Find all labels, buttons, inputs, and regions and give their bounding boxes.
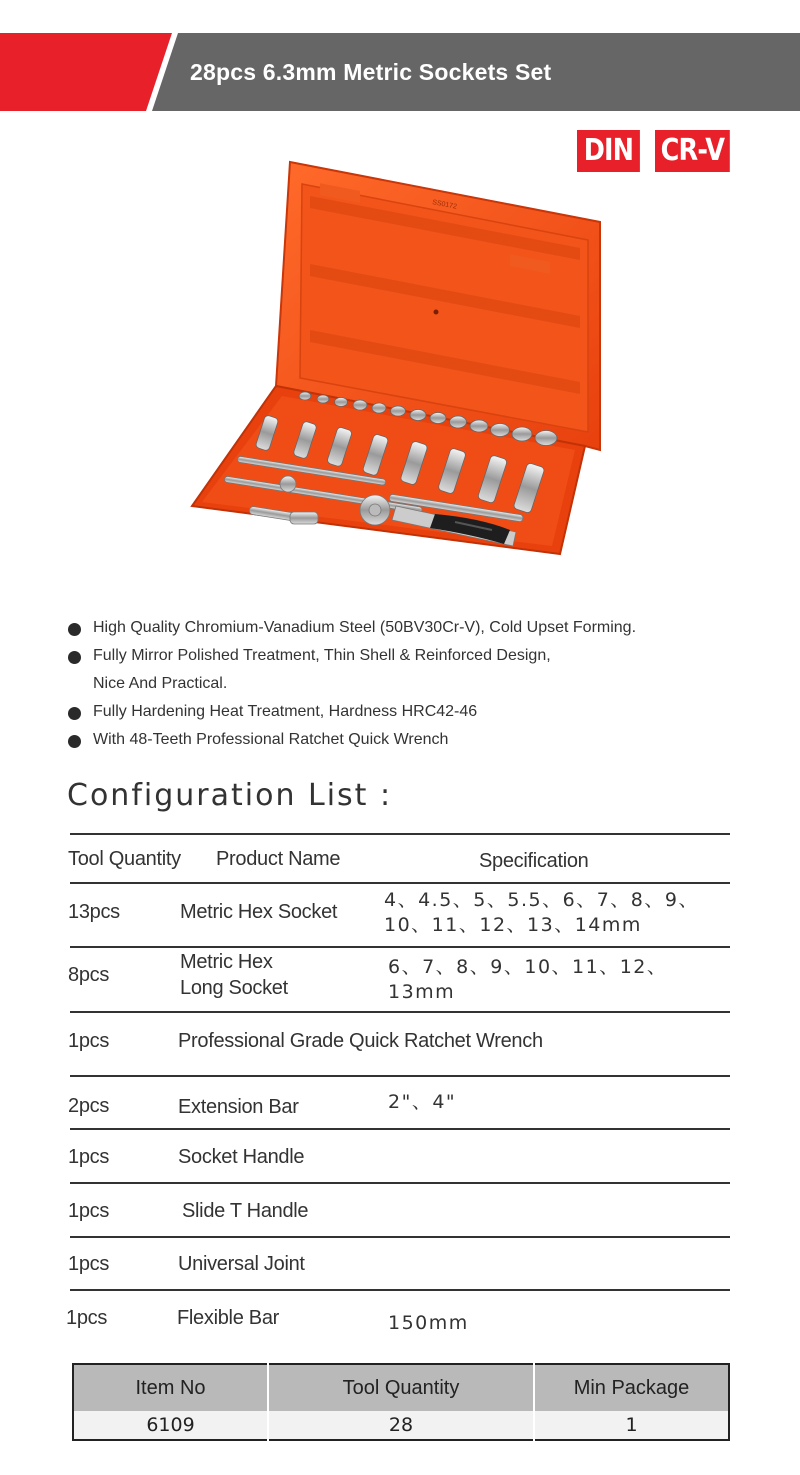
header-specification: Specification [479,850,589,872]
table-divider [70,882,730,884]
feature-item [66,726,766,754]
table-divider [70,1011,730,1013]
row-qty: 1pcs [68,1253,110,1275]
row-name: Slide T Handle [182,1200,309,1222]
min-package-header: Min Package [534,1364,729,1411]
tool-quantity-header: Tool Quantity [268,1364,534,1411]
bullet-icon [68,623,81,636]
feature-text: Nice And Practical. [93,675,228,692]
row-spec: 2"、4" [388,1091,457,1113]
row-name: Long Socket [180,977,288,999]
table-divider [70,946,730,948]
min-package-value: 1 [534,1411,729,1440]
row-qty: 13pcs [68,901,120,923]
row-name: Universal Joint [178,1253,305,1275]
tool-quantity-value: 28 [268,1411,534,1440]
feature-text: High Quality Chromium-Vanadium Steel (50BV30Cr-V), Cold Upset Forming. [93,619,637,636]
table-divider [70,1075,730,1077]
table-divider [70,833,730,835]
row-qty: 2pcs [68,1095,110,1117]
header-quantity: Tool Quantity [68,848,181,870]
row-name: Extension Bar [178,1096,299,1118]
table-divider [70,1236,730,1238]
table-divider [70,1289,730,1291]
bullet-icon [68,651,81,664]
feature-item [66,642,766,670]
row-qty: 8pcs [68,964,110,986]
header-banner [0,33,800,111]
feature-item-continuation [66,670,766,698]
feature-item [66,614,766,642]
socket-set-case-image [180,150,620,590]
feature-item [66,698,766,726]
row-qty: 1pcs [68,1030,110,1052]
feature-list [66,614,766,754]
row-spec: 4、4.5、5、5.5、6、7、8、9、 10、11、12、13、14mm [384,889,699,936]
row-name: Professional Grade Quick Ratchet Wrench [178,1030,543,1052]
item-no-header: Item No [73,1364,268,1411]
row-qty: 1pcs [68,1200,110,1222]
item-no-value: 6109 [73,1411,268,1440]
feature-text: Fully Mirror Polished Treatment, Thin Shell & Reinforced Design, [93,647,551,664]
row-name: Flexible Bar [177,1307,279,1329]
row-qty: 1pcs [68,1146,110,1168]
row-name: Socket Handle [178,1146,305,1168]
header-product-name: Product Name [216,848,341,870]
table-divider [70,1128,730,1130]
row-name: Metric Hex [180,951,273,973]
feature-text: Fully Hardening Heat Treatment, Hardness HRC42-46 [93,703,478,720]
row-qty: 1pcs [66,1307,108,1329]
config-title: Configuration List : [67,778,393,813]
row-spec: 6、7、8、9、10、11、12、 13mm [388,956,668,1003]
bullet-icon [68,707,81,720]
row-spec: 150mm [388,1312,469,1334]
bullet-icon [68,735,81,748]
row-name: Metric Hex Socket [180,901,338,923]
page-title: 28pcs 6.3mm Metric Sockets Set [190,59,552,85]
din-badge: DIN [577,130,640,172]
item-table [72,1363,730,1441]
feature-text: With 48-Teeth Professional Ratchet Quick Wrench [93,731,449,748]
table-divider [70,1182,730,1184]
crv-badge: CR-V [655,130,730,172]
case-label: SS0172 [431,199,458,211]
